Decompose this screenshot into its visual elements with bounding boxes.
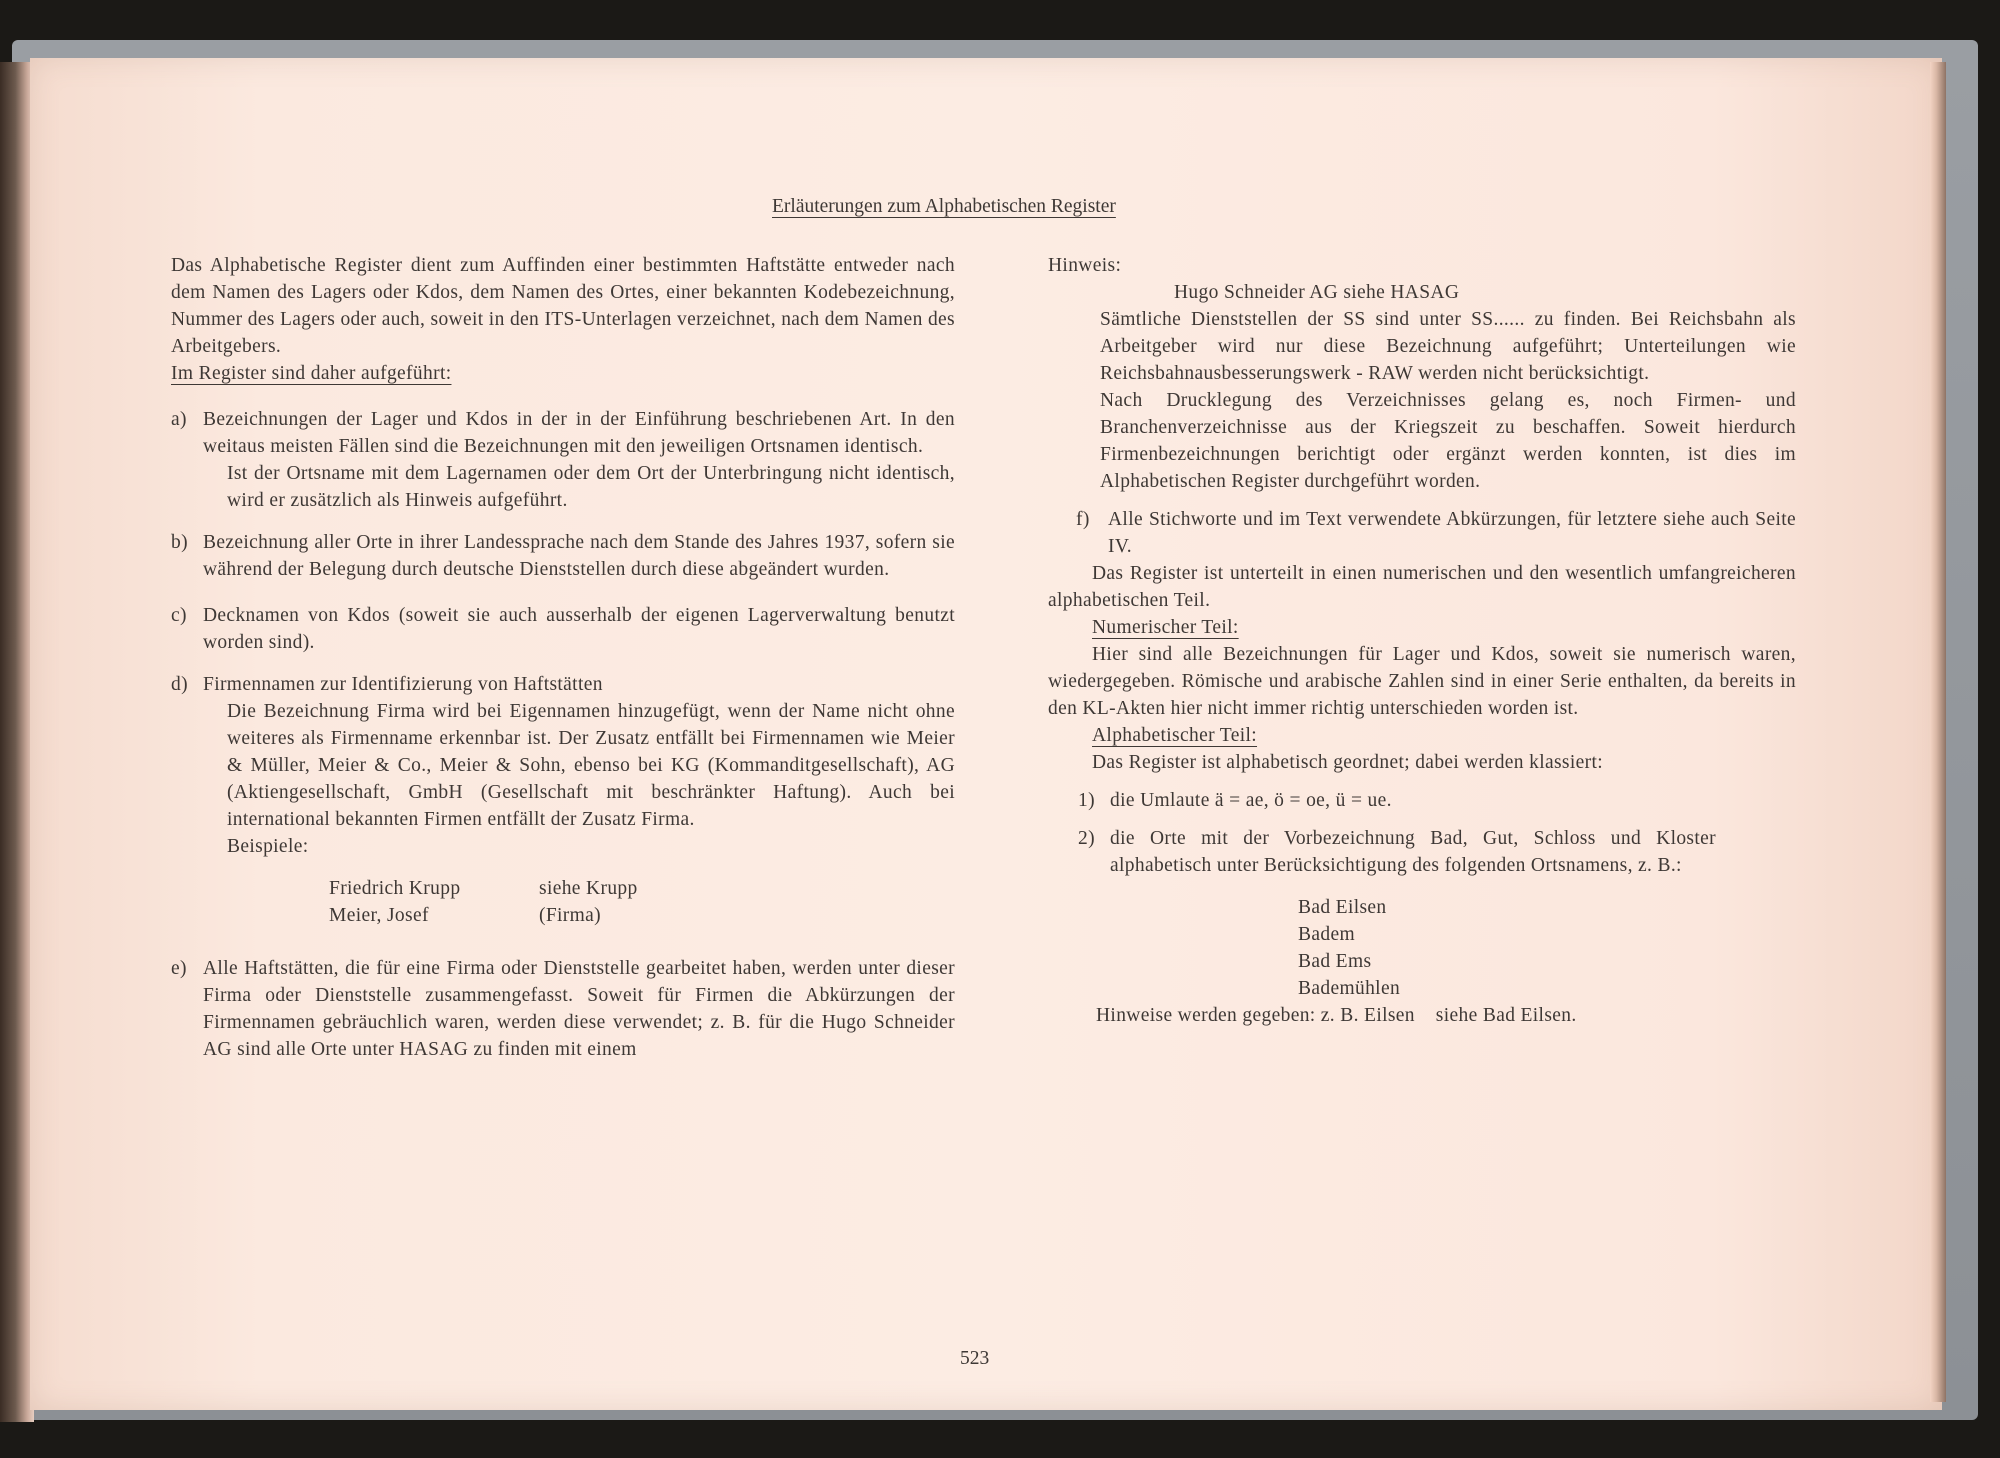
drucklegung-paragraph: Nach Drucklegung des Verzeichnisses gelang es, noch Firmen- und Branchenverzeichnisse aus der Kriegszeit zu beschaffen. Soweit hierdurch Firmenbezeichnungen berichtigt oder ergänzt werden konnten, ist dies im Alphabetischen Register durchgeführt worden. xyxy=(1100,390,1796,492)
examples-label: Beispiele: xyxy=(227,836,309,857)
list-item-f xyxy=(1048,506,1796,560)
intro-paragraph: Das Alphabetische Register dient zum Auffinden einer bestimmten Haftstätte entweder nach dem Namen des Lagers oder Kdos, dem Namen des Ortes, einer bekannten Kodebezeichnung, Nummer des Lagers oder auch, soweit in den ITS-Unterlagen verzeichnet, nach dem Namen des Arbeitgebers. xyxy=(171,255,955,357)
list-label: b) xyxy=(171,532,188,553)
register-heading: Im Register sind daher aufgeführt: xyxy=(171,363,452,384)
list-item-e xyxy=(171,955,955,1063)
example-row xyxy=(329,902,955,929)
list-label: 1) xyxy=(1078,790,1095,811)
list-item-a xyxy=(171,406,955,460)
example-name: Meier, Josef xyxy=(329,905,429,926)
list-item-d xyxy=(171,671,955,698)
hinweis-label: Hinweis: xyxy=(1048,255,1122,276)
list-item-c xyxy=(171,602,955,656)
list-label: f) xyxy=(1076,509,1090,530)
register-paragraph: Das Register ist unterteilt in einen numerischen und den wesentlich umfangreicheren alphabetischen Teil. xyxy=(1048,563,1796,611)
list-note-a: Ist der Ortsname mit dem Lagernamen oder dem Ort der Unterbringung nicht identisch, wird er zusätzlich als Hinweis aufgeführt. xyxy=(227,463,955,511)
list-label: e) xyxy=(171,958,187,979)
example-ref: siehe Krupp xyxy=(539,878,638,899)
page-edge-right xyxy=(1930,62,1946,1402)
example-row xyxy=(329,875,955,902)
example-place: Bademühlen xyxy=(1298,978,1401,999)
list-label: c) xyxy=(171,605,187,626)
page-number: 523 xyxy=(960,1348,990,1369)
ortsnamen-examples xyxy=(1048,894,1796,1002)
hinweis-example: Hugo Schneider AG siehe HASAG xyxy=(1174,282,1460,303)
list-item-b xyxy=(171,529,955,583)
list-text: die Orte mit der Vorbezeichnung Bad, Gut, Schloss und Kloster alphabetisch unter Berücksichtigung des folgenden Ortsnamens, z. B.: xyxy=(1110,828,1716,876)
list-text: Bezeichnungen der Lager und Kdos in der in der Einführung beschriebenen Art. In den weitaus meisten Fällen sind die Bezeichnungen mit den jeweiligen Ortsnamen identisch. xyxy=(203,409,955,457)
list-label: d) xyxy=(171,674,188,695)
example-ref: (Firma) xyxy=(539,905,602,926)
page-title: Erläuterungen zum Alphabetischen Register xyxy=(772,196,1116,217)
list-note-d: Die Bezeichnung Firma wird bei Eigennamen hinzugefügt, wenn der Name nicht ohne weiteres als Firmenname erkennbar ist. Der Zusatz entfällt bei Firmennamen wie Meier & Müller, Meier & Co., Meier & Sohn, ebenso bei KG (Kommanditgesellschaft), AG (Aktiengesellschaft, GmbH (Gesellschaft mit beschränkter Haftung). Auch bei international bekannten Firmen entfällt der Zusatz Firma. xyxy=(227,701,955,830)
example-place: Badem xyxy=(1298,924,1355,945)
examples-block xyxy=(171,875,955,929)
hinweise-paragraph: Hinweise werden gegeben: z. B. Eilsen siehe Bad Eilsen. xyxy=(1096,1005,1577,1026)
list-text: Alle Stichworte und im Text verwendete Abkürzungen, für letztere siehe auch Seite IV. xyxy=(1108,509,1796,557)
book-spine-left xyxy=(0,62,34,1422)
list-text: Decknamen von Kdos (soweit sie auch ausserhalb der eigenen Lagerverwaltung benutzt worden sind). xyxy=(203,605,955,653)
example-name: Friedrich Krupp xyxy=(329,878,461,899)
rule-item-2 xyxy=(1048,825,1796,879)
numerisch-heading: Numerischer Teil: xyxy=(1092,617,1239,638)
ss-paragraph: Sämtliche Dienststellen der SS sind unter SS...... zu finden. Bei Reichsbahn als Arbeitgeber wird nur diese Bezeichnung aufgeführt; Unterteilungen wie Reichsbahnausbesserungswerk - RAW werden nicht berücksichtigt. xyxy=(1100,309,1796,384)
list-text: Firmennamen zur Identifizierung von Haftstätten xyxy=(203,674,603,695)
list-text: Alle Haftstätten, die für eine Firma oder Dienststelle gearbeitet haben, werden unter dieser Firma oder Dienststelle zusammengefasst. Soweit für Firmen die Abkürzungen der Firmennamen gebräuchlich waren, werden diese verwendet; z. B. für die Hugo Schneider AG sind alle Orte unter HASAG zu finden mit einem xyxy=(203,958,955,1060)
alpha-heading: Alphabetischer Teil: xyxy=(1092,725,1258,746)
example-place: Bad Ems xyxy=(1298,951,1372,972)
left-column xyxy=(171,252,955,1063)
alpha-paragraph: Das Register ist alphabetisch geordnet; dabei werden klassiert: xyxy=(1092,752,1604,773)
right-column xyxy=(1048,252,1796,1029)
list-text: die Umlaute ä = ae, ö = oe, ü = ue. xyxy=(1110,790,1392,811)
example-place: Bad Eilsen xyxy=(1298,897,1387,918)
list-label: a) xyxy=(171,409,187,430)
list-text: Bezeichnung aller Orte in ihrer Landessprache nach dem Stande des Jahres 1937, sofern sie während der Belegung durch deutsche Dienststellen durch diese abgeändert wurden. xyxy=(203,532,955,580)
list-label: 2) xyxy=(1078,828,1095,849)
numerisch-paragraph: Hier sind alle Bezeichnungen für Lager und Kdos, soweit sie numerisch waren, wiedergegeben. Römische und arabische Zahlen sind in einer Serie enthalten, da bereits in den KL-Akten hier nicht immer richtig unterschieden worden ist. xyxy=(1048,644,1796,719)
rule-item-1 xyxy=(1048,787,1796,814)
